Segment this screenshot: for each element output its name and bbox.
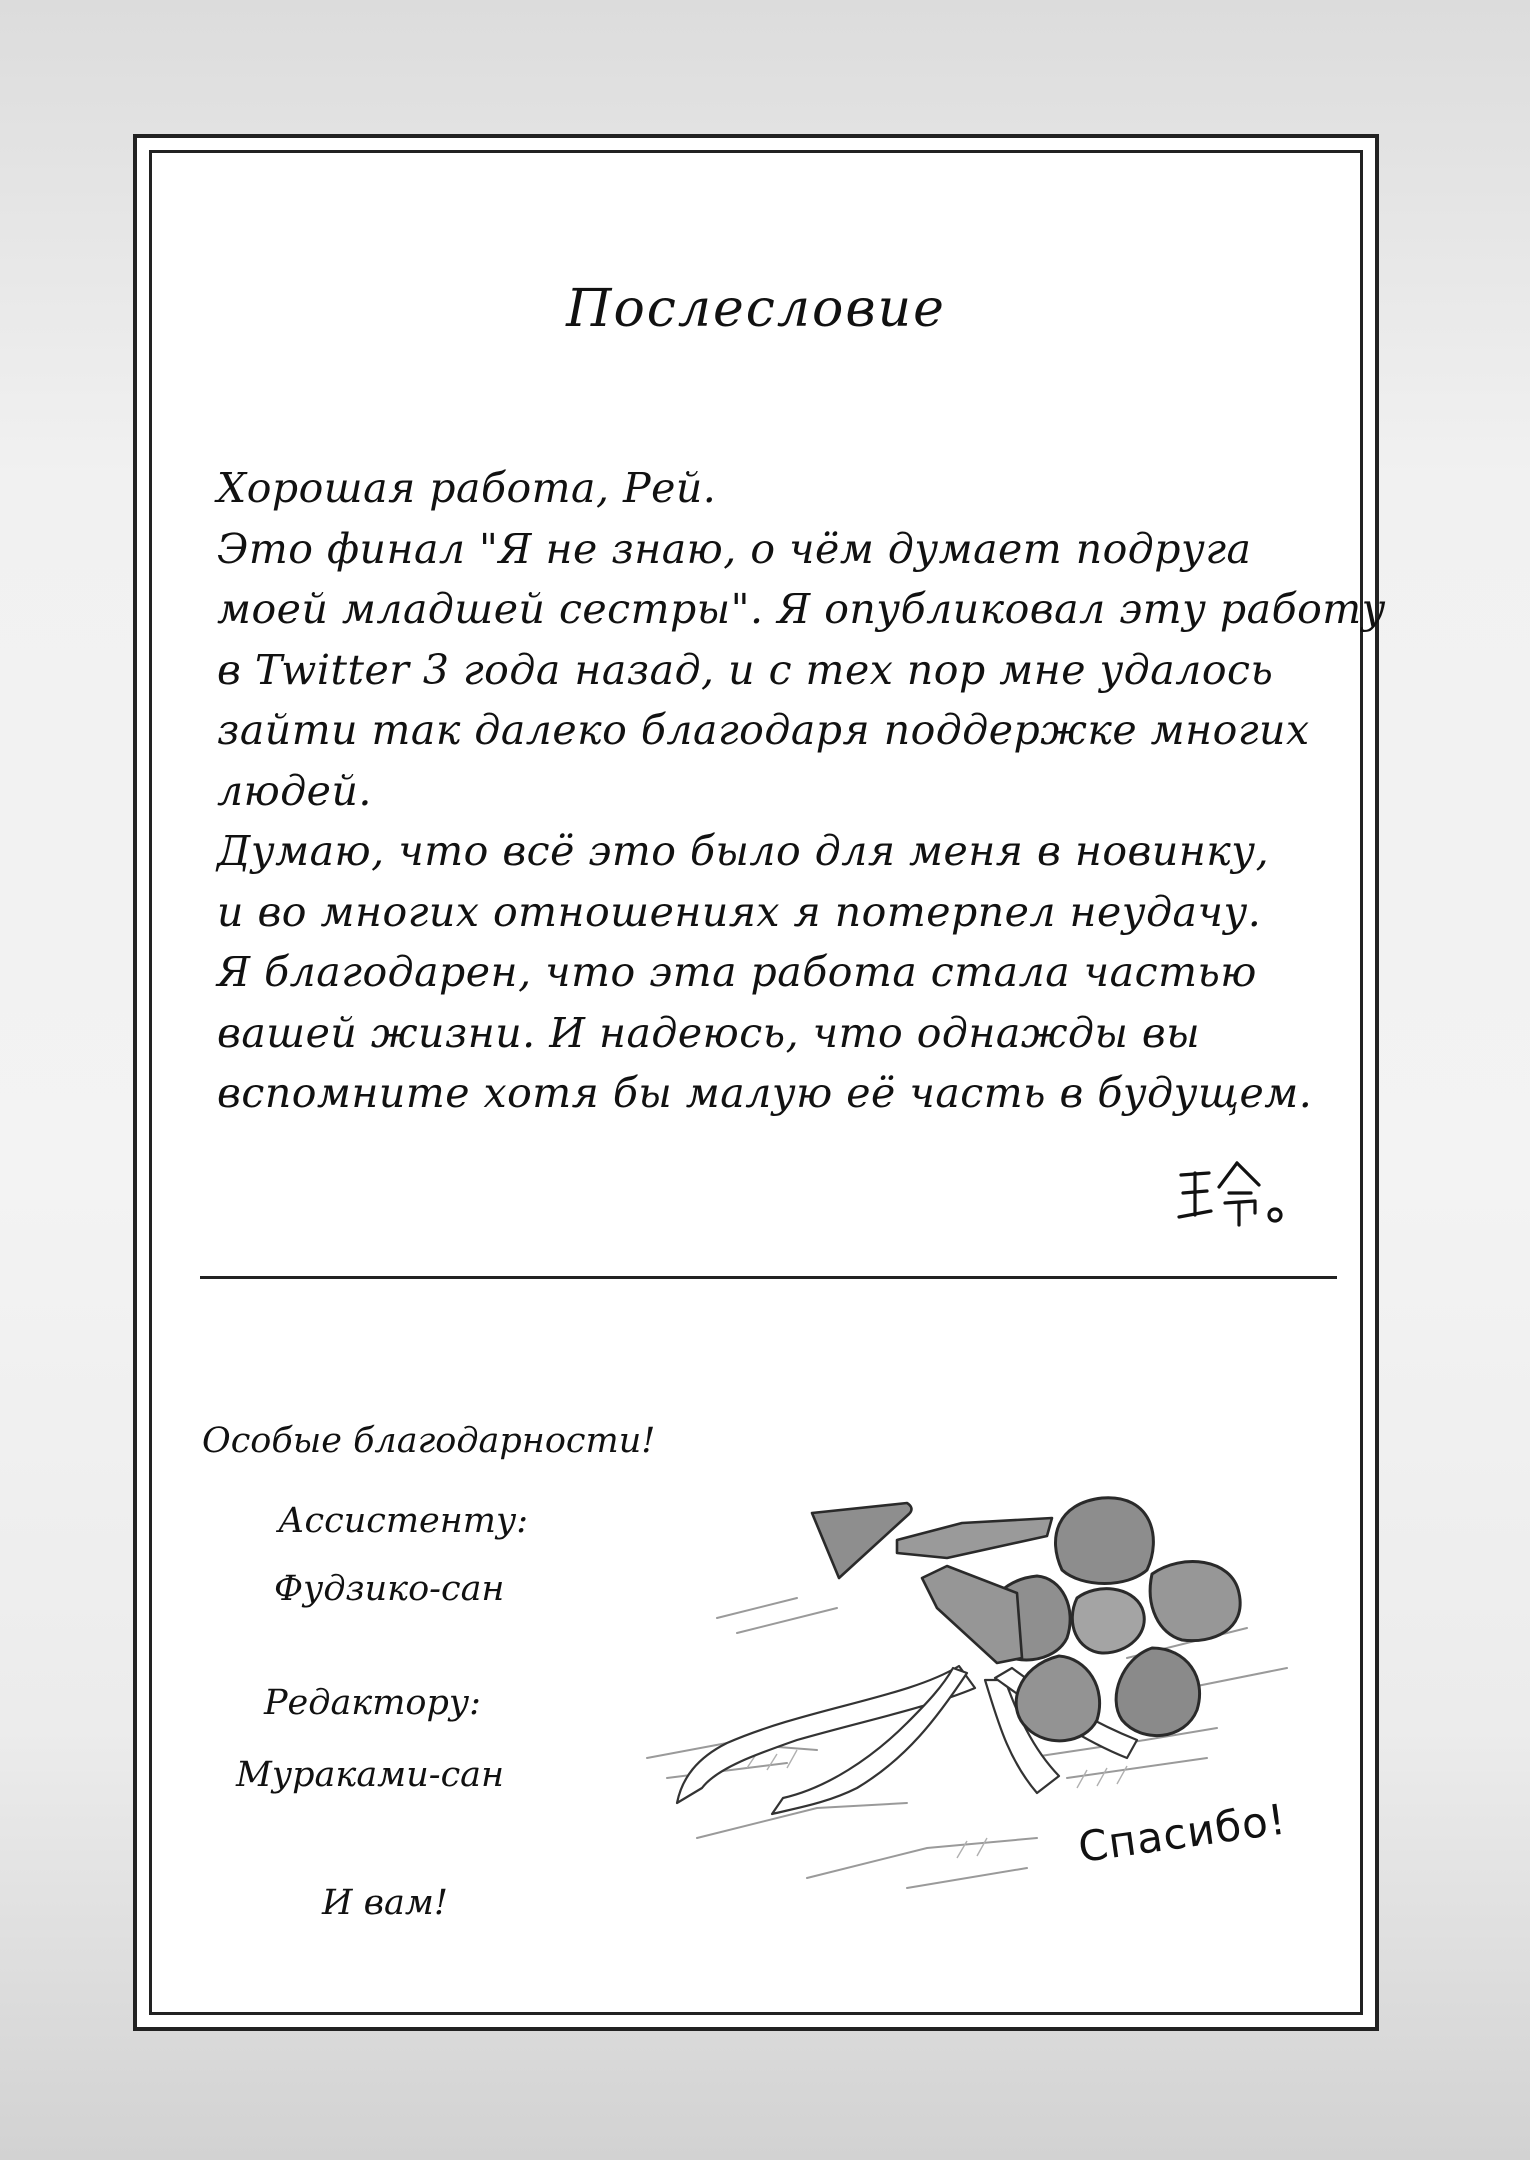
afterword-line: Хорошая работа, Рей. bbox=[217, 464, 717, 512]
thanks-heading: Особые благодарности! bbox=[202, 1421, 656, 1461]
afterword-line: вашей жизни. И надеюсь, что однажды вы bbox=[217, 1008, 1201, 1057]
afterword-line: вспомните хотя бы малую её часть в будущем. bbox=[217, 1069, 1313, 1117]
afterword-line: Я благодарен, что эта работа стала частью bbox=[217, 948, 1257, 996]
editor-name: Мураками-сан bbox=[236, 1755, 505, 1795]
afterword-line: Это финал "Я не знаю, о чём думает подруга bbox=[217, 524, 1252, 573]
section-divider bbox=[200, 1276, 1337, 1279]
afterword-title: Послесловие bbox=[566, 279, 946, 339]
afterword-line: зайти так далеко благодаря поддержке многих bbox=[217, 706, 1310, 754]
editor-label: Редактору: bbox=[264, 1683, 481, 1723]
afterword-line: Думаю, что всё это было для меня в новинку, bbox=[217, 827, 1270, 875]
assistant-label: Ассистенту: bbox=[278, 1501, 529, 1541]
page-inner-frame bbox=[149, 150, 1386, 2015]
closing-thanks: И вам! bbox=[322, 1883, 448, 1923]
afterword-body bbox=[217, 458, 1386, 1124]
afterword-line: людей. bbox=[217, 766, 372, 815]
afterword-line: в Twitter 3 года назад, и с тех пор мне удалось bbox=[217, 645, 1274, 694]
afterword-line: и во многих отношениях я потерпел неудачу. bbox=[217, 887, 1262, 936]
afterword-line: моей младшей сестры". Я опубликовал эту работу bbox=[217, 585, 1386, 633]
author-signature bbox=[1175, 1153, 1305, 1233]
assistant-name: Фудзико-сан bbox=[274, 1569, 505, 1609]
page-frame bbox=[133, 134, 1386, 2031]
flower-illustration bbox=[607, 1458, 1327, 1958]
illustration-caption: Спасибо! bbox=[1075, 1794, 1290, 1872]
